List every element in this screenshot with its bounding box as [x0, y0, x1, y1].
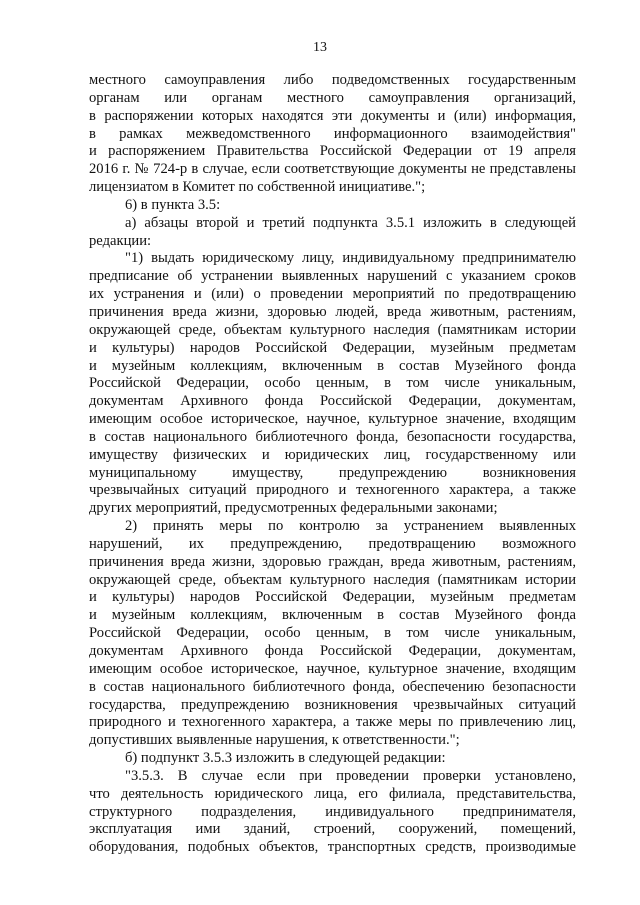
text-line: и музейным коллекциям, включенным в состав Музейного фонда — [89, 357, 576, 374]
text-line: имуществу физических и юридических лиц, государственному или — [89, 446, 576, 463]
text-line: в состав национального библиотечного фонда, безопасности государства, — [89, 428, 576, 445]
text-line: окружающей среде, объектам культурного наследия (памятникам истории — [89, 571, 576, 588]
text-line: редакции: — [89, 232, 152, 249]
text-line: причинения вреда жизни, здоровью граждан, вреда животным, растениям, — [89, 553, 576, 570]
text-line: б) подпункт 3.5.3 изложить в следующей редакции: — [125, 750, 446, 767]
document-body — [89, 72, 576, 857]
text-line: в распоряжении которых находятся эти документы и (или) информация, — [89, 107, 576, 124]
text-line: муниципальному имуществу, предупреждению возникновения — [89, 464, 576, 481]
text-line: нарушений, их предупреждению, предотвращению возможного — [89, 535, 576, 552]
text-line: лицензиатом в Комитет по собственной инициативе."; — [89, 179, 426, 196]
text-line: чрезвычайных ситуаций природного и техногенного характера, а также — [89, 482, 576, 499]
text-line: предписание об устранении выявленных нарушений с указанием сроков — [89, 268, 576, 285]
page-number: 13 — [313, 40, 327, 55]
text-line: оборудования, подобных объектов, транспортных средств, производимые — [89, 839, 576, 856]
text-line: и распоряжением Правительства Российской Федерации от 19 апреля — [89, 143, 576, 160]
text-line: эксплуатация ими зданий, строений, сооружений, помещений, — [89, 821, 576, 838]
text-line: местного самоуправления либо подведомственных государственным — [89, 72, 576, 88]
text-line: а) абзацы второй и третий подпункта 3.5.1 изложить в следующей — [125, 214, 576, 231]
text-line: 2) принять меры по контролю за устранением выявленных — [125, 518, 576, 535]
text-line: других мероприятий, предусмотренных федеральными законами; — [89, 500, 498, 517]
text-line: имеющим особое историческое, научное, культурное значение, входящим — [89, 411, 576, 428]
text-line: 2016 г. № 724-р в случае, если соответствующие документы не представлены — [89, 161, 576, 178]
text-line: Российской Федерации, особо ценным, в том числе уникальным, — [89, 375, 576, 392]
text-line: что деятельность юридического лица, его филиала, представительства, — [89, 785, 576, 802]
text-line: Российской Федерации, особо ценным, в том числе уникальным, — [89, 625, 576, 642]
text-line: "1) выдать юридическому лицу, индивидуальному предпринимателю — [125, 250, 576, 267]
text-line: их устранения и (или) о проведении мероприятий по предотвращению — [89, 286, 576, 303]
text-line: и культуры) народов Российской Федерации, музейным предметам — [89, 589, 576, 606]
text-line: природного и техногенного характера, а также меры по привлечению лиц, — [89, 714, 576, 731]
text-line: допустивших выявленные нарушения, к ответственности."; — [89, 732, 460, 749]
text-line: окружающей среде, объектам культурного наследия (памятникам истории — [89, 321, 576, 338]
text-line: в рамках межведомственного информационного взаимодействия" — [89, 125, 576, 142]
text-line: и музейным коллекциям, включенным в состав Музейного фонда — [89, 607, 576, 624]
text-line: документам Архивного фонда Российской Федерации, документам, — [89, 643, 576, 659]
text-line: имеющим особое историческое, научное, культурное значение, входящим — [89, 660, 576, 677]
text-line: органам или органам местного самоуправления организаций, — [89, 89, 576, 106]
text-line: в состав национального библиотечного фонда, обеспечению безопасности — [89, 678, 576, 695]
text-line: и культуры) народов Российской Федерации, музейным предметам — [89, 339, 576, 356]
text-line: "3.5.3. В случае если при проведении проверки установлено, — [125, 767, 576, 784]
text-line: причинения вреда жизни, здоровью людей, вреда животным, растениям, — [89, 303, 576, 320]
text-line: структурного подразделения, индивидуального предпринимателя, — [89, 803, 576, 820]
text-line: 6) в пункта 3.5: — [125, 196, 221, 213]
text-line: документам Архивного фонда Российской Федерации, документам, — [89, 393, 576, 410]
text-line: государства, предупреждению возникновения чрезвычайных ситуаций — [89, 696, 576, 713]
